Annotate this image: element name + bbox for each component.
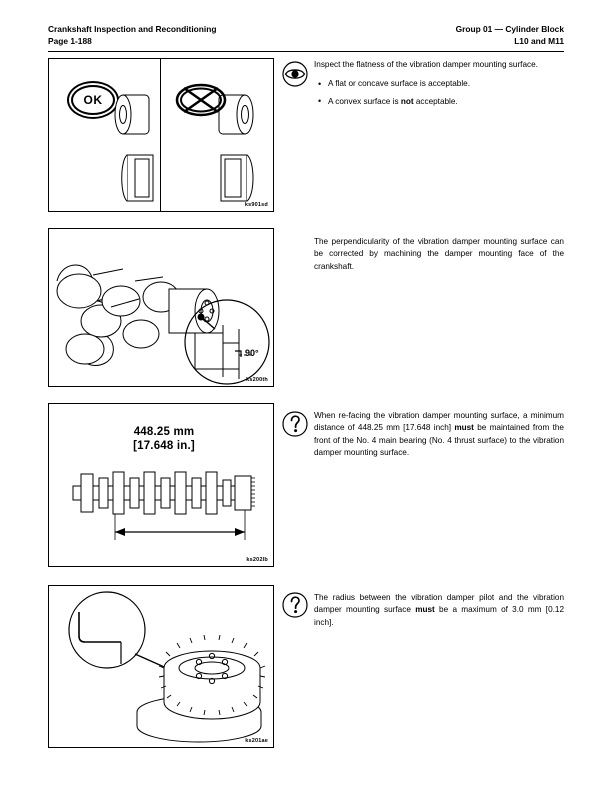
figure-1-code: ks901sd — [244, 202, 268, 208]
section-3-bold: must — [454, 423, 474, 433]
ok-label: OK — [83, 93, 103, 107]
section-4-paragraph — [314, 592, 564, 629]
bullet-2-post: acceptable. — [413, 96, 458, 106]
header-group-title: Group 01 — Cylinder Block — [455, 24, 564, 34]
section-3-post: be maintained from the front of the No. 4 main bearing (No. 4 thrust surface) to the vibration damper mounting surface. — [314, 423, 564, 458]
figure-2-code: ks200th — [246, 377, 268, 383]
header-engine-models: L10 and M11 — [514, 35, 564, 46]
figure-1-linework — [49, 59, 273, 211]
dimension-inch: [17.648 in.] — [133, 440, 195, 452]
figure-4-code: ks201ae — [245, 738, 268, 744]
header-page-number: Page 1-188 — [48, 35, 92, 46]
bullet-1-text: A flat or concave surface is acceptable. — [328, 79, 470, 89]
header-divider — [48, 51, 564, 52]
not-ok-icon — [173, 80, 229, 120]
section-3-text — [314, 410, 564, 460]
section-1-bullets — [314, 78, 564, 108]
list-item — [314, 78, 564, 90]
figure-2-crankshaft — [49, 229, 273, 386]
header-title-left: Crankshaft Inspection and Reconditioning — [48, 24, 217, 34]
angle-label: 90° — [245, 348, 259, 358]
section-4-pre: The radius between the vibration damper pilot and the vibration damper mounting surface — [314, 593, 564, 615]
list-item — [314, 96, 564, 108]
figure-4-damper — [49, 586, 273, 747]
figure-box-1 — [48, 58, 274, 212]
section-4-bold: must — [415, 605, 435, 615]
section-4-text — [314, 592, 564, 629]
section-4-post: be a maximum of 3.0 mm [0.12 inch]. — [314, 605, 565, 627]
figure-3-code: ks202lb — [246, 557, 268, 563]
dimension-mm: 448.25 mm — [133, 426, 195, 438]
section-2-paragraph: The perpendicularity of the vibration damper mounting surface can be corrected by machining the damper mounting face of the crankshaft. — [314, 237, 564, 271]
bullet-2-bold: not — [400, 96, 414, 106]
header-left-block — [48, 24, 216, 47]
section-1-intro: Inspect the flatness of the vibration damper mounting surface. — [314, 60, 538, 69]
section-2-text — [314, 236, 564, 273]
eye-icon — [282, 61, 308, 87]
bullet-2-pre: A convex surface is — [328, 96, 401, 106]
figure-box-3 — [48, 403, 274, 567]
figure-3-camshaft — [49, 404, 273, 566]
figure-box-2 — [48, 228, 274, 387]
section-1-text — [314, 59, 564, 113]
section-3-paragraph — [314, 410, 564, 460]
caution-icon — [282, 592, 308, 618]
figure-box-4 — [48, 585, 274, 748]
header-right-block — [456, 24, 564, 47]
caution-icon — [282, 411, 308, 437]
section-3-pre: When re-facing the vibration damper mounting surface, a minimum distance of 448.25 mm [17.648 inch] — [314, 411, 564, 433]
